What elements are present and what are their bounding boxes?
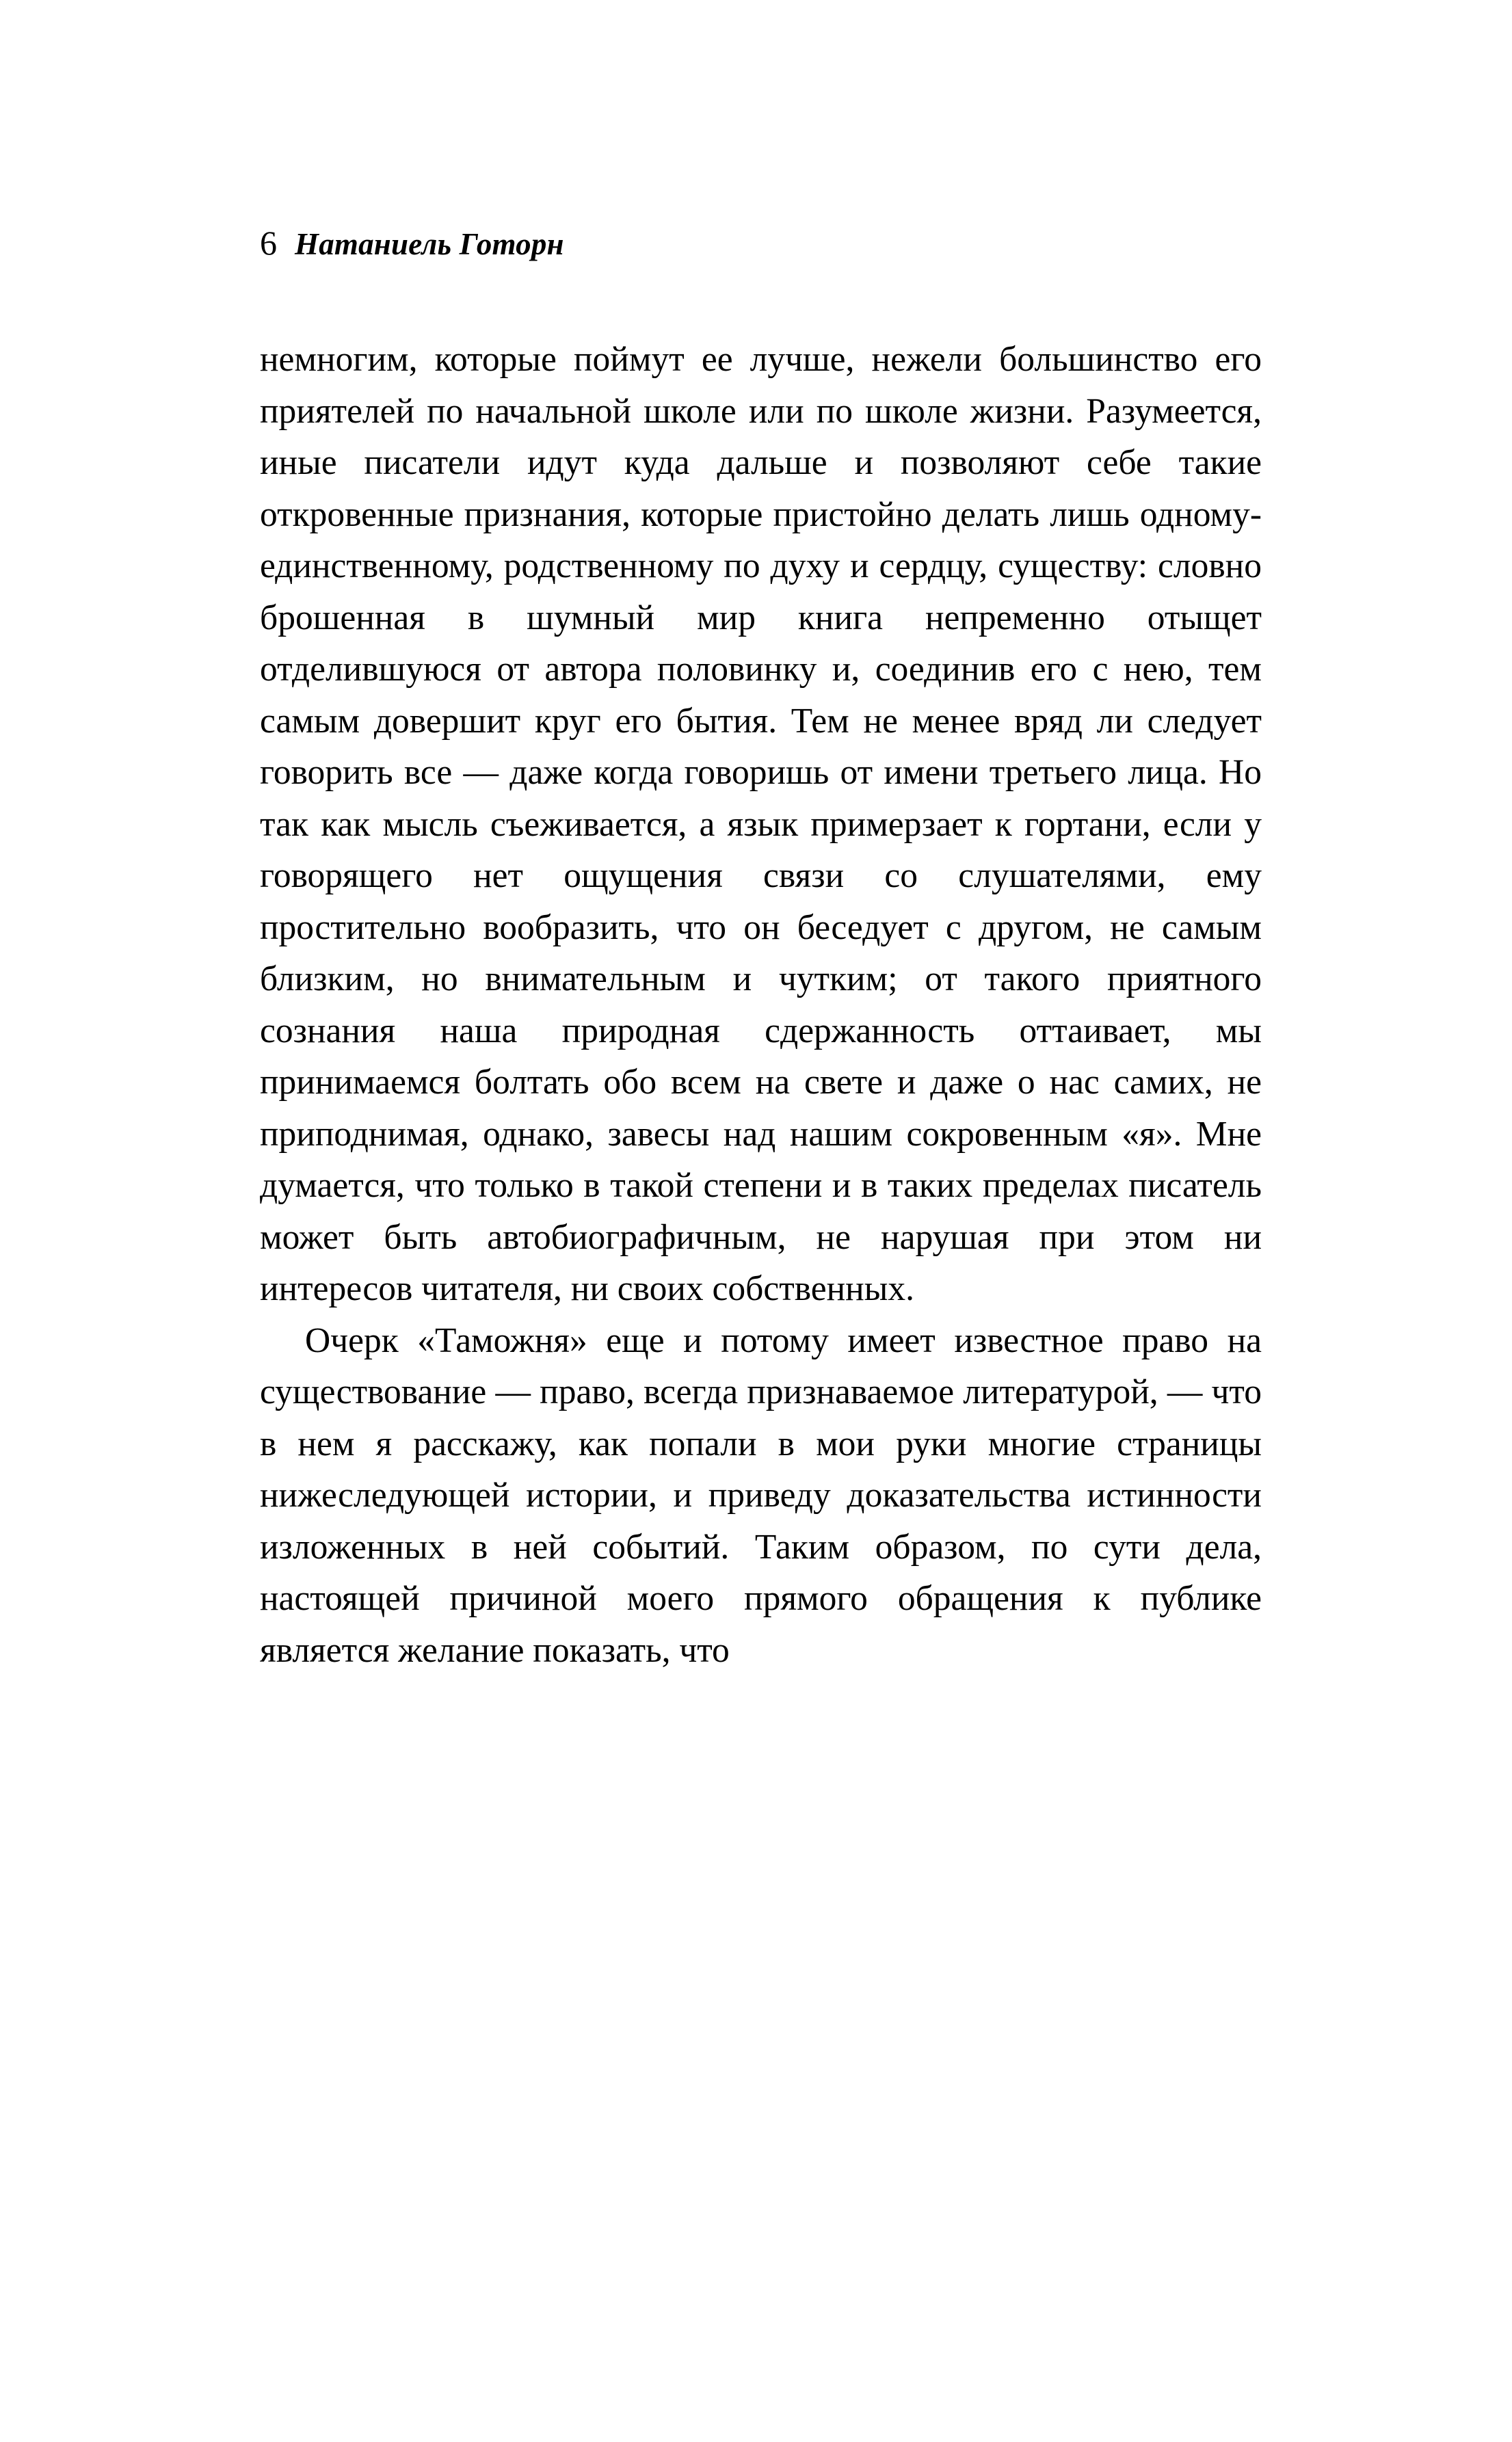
running-head [260,226,1262,265]
running-title: Натаниель Готорн [295,227,564,261]
page-content [260,226,1262,1676]
page-number: 6 [260,224,277,262]
paragraph-continued: немногим, которые поймут ее лучше, нежели большинство его приятелей по начальной школе или по школе жизни. Разумеется, иные писатели идут куда дальше и позволяют себе такие откровенные признания, которые пристойно делать лишь одному-единственному, родственному по духу и сердцу, существу: словно брошенная в шумный мир книга непременно отыщет отделившуюся от автора половинку и, соединив его с нею, тем самым довершит круг его бытия. Тем не менее вряд ли следует говорить все — даже когда говоришь от имени третьего лица. Но так как мысль съеживается, а язык примерзает к гортани, если у говорящего нет ощущения связи со слушателями, ему простительно вообразить, что он беседует с другом, не самым близким, но внимательным и чутким; от такого приятного сознания наша природная сдержанность оттаивает, мы принимаемся болтать обо всем на свете и даже о нас самих, не приподнимая, однако, завесы над нашим сокровенным «я». Мне думается, что только в такой степени и в таких пределах писатель может быть автобиографичным, не нарушая при этом ни интересов читателя, ни своих собственных. [260,340,1262,1308]
paragraph-customs-house: Очерк «Таможня» еще и потому имеет известное право на существование — право, всегда признаваемое литературой, — что в нем я расскажу, как попали в мои руки многие страницы нижеследующей истории, и приведу доказательства истинности изложенных в ней событий. Таким образом, по сути дела, настоящей причиной моего прямого обращения к публике является желание показать, что [260,1320,1262,1670]
body-text [260,334,1262,1676]
